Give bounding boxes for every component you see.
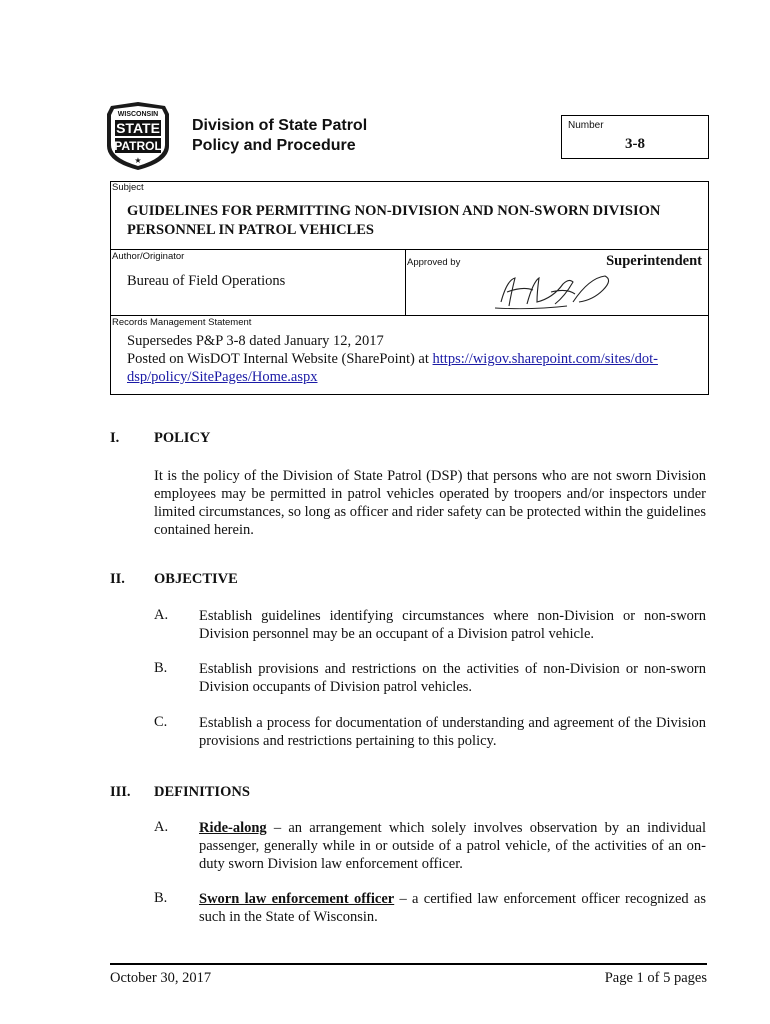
definition-text: – a certified law enforcement officer recognized as such in the State of Wisconsin. [199,891,706,925]
approved-label: Approved by [407,257,461,268]
list-item-text: Establish provisions and restrictions on the activities of non-Division or non-sworn Division occupants of Division patrol vehicles. [199,661,706,695]
records-label: Records Management Statement [112,317,252,328]
definition-text: – an arrangement which solely involves observation by an individual passenger, generally while in or outside of a patrol vehicle, of the activities of an on-duty sworn Division law enforcement officer. [199,820,706,872]
defined-term: Sworn law enforcement officer [199,891,395,907]
policy-number: 3-8 [625,136,645,152]
list-item-text: Establish guidelines identifying circumstances where non-Division or non-sworn Division personnel may be an occupant of a Division patrol vehicle. [199,608,706,642]
svg-text:WISCONSIN: WISCONSIN [117,111,159,118]
svg-text:PATROL: PATROL [114,139,162,153]
organization-title [192,116,367,156]
subject-text: GUIDELINES FOR PERMITTING NON-DIVISION AND NON-SWORN DIVISION PERSONNEL IN PATROL VEHICLES [127,203,661,238]
author-value: Bureau of Field Operations [127,273,286,289]
posted-text [127,350,702,386]
definition-ride-along [199,819,706,873]
section-title-objective: OBJECTIVE [154,571,238,587]
section-title-definitions: DEFINITIONS [154,784,250,800]
divider-line [405,249,406,315]
policy-paragraph: It is the policy of the Division of State Patrol (DSP) that persons who are not sworn Division employees may be permitted in patrol vehicles operated by troopers and/or inspectors under limited circumstances, so long as officer and rider safety can be protected within the guidelines contained herein. [154,468,706,538]
footer-divider [110,963,707,965]
definition-sworn-officer [199,890,706,926]
list-item-letter: C. [154,714,168,730]
list-item-letter: A. [154,607,169,623]
defined-term: Ride-along [199,820,267,836]
divider-line [111,315,708,316]
signature-image [493,272,618,312]
footer-page-number: Page 1 of 5 pages [604,970,707,986]
approver-title: Superintendent [606,253,702,269]
list-item-letter: B. [154,660,168,676]
footer-date: October 30, 2017 [110,970,212,986]
list-item-letter: B. [154,890,168,906]
number-label: Number [568,120,604,131]
divider-line [111,249,708,250]
state-patrol-badge-logo [103,100,173,172]
sharepoint-link[interactable]: https://wigov.sharepoint.com/sites/dot-dsp/policy/SitePages/Home.aspx [127,351,658,385]
svg-text:STATE: STATE [116,120,160,136]
records-statement [127,332,702,386]
org-line-1: Division of State Patrol [192,117,368,134]
supersedes-text: Supersedes P&P 3-8 dated January 12, 2017 [127,333,384,349]
list-item-text: Establish a process for documentation of understanding and agreement of the Division provisions and restrictions pertaining to this policy. [199,715,706,749]
author-label: Author/Originator [112,251,185,262]
list-item-letter: A. [154,819,169,835]
section-number: I. [110,430,120,446]
policy-number-box [561,115,709,159]
section-number: II. [110,571,125,587]
svg-text:★: ★ [134,156,142,165]
org-line-2: Policy and Procedure [192,137,356,154]
section-number: III. [110,784,131,800]
posted-prefix: Posted on WisDOT Internal Website (SharePoint) at [127,351,433,367]
policy-info-table [110,181,709,395]
section-title-policy: POLICY [154,430,211,446]
subject-label: Subject [112,182,144,193]
